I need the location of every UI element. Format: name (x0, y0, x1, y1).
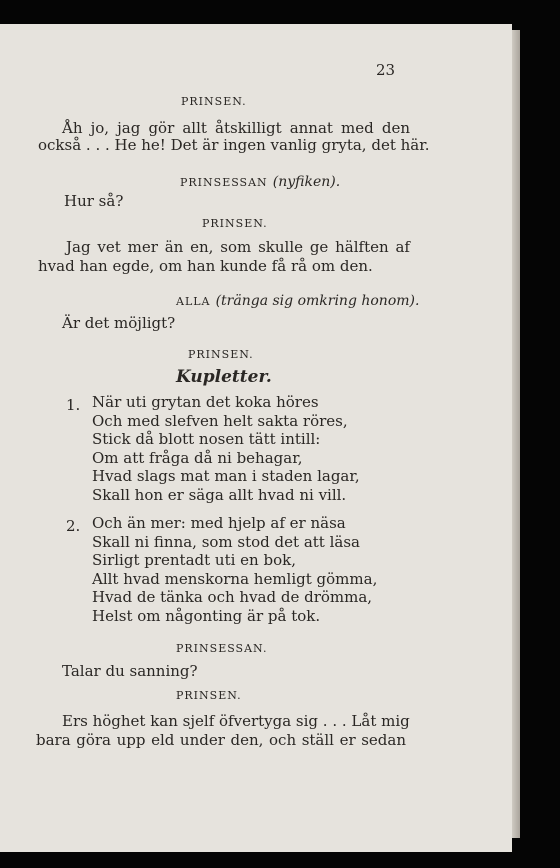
verse-line: Om att fråga då ni behagar, (92, 448, 303, 467)
stage-direction: (tränga sig omkring honom). (215, 293, 420, 309)
speaker-prinsen: PRINSEN. (181, 95, 247, 108)
book-page (0, 24, 512, 852)
page-number: 23 (376, 61, 396, 79)
speaker-prinsessan (180, 171, 340, 190)
verse-number: 1. (66, 396, 81, 414)
dialogue-line: också . . . He he! Det är ingen vanlig gryta, det här. (38, 136, 430, 154)
dialogue-line: Hur så? (64, 192, 124, 210)
verse-line: Stick då blott nosen tätt intill: (92, 430, 321, 449)
verse-line: Och med slefven helt sakta röres, (92, 411, 348, 430)
stage-direction: (nyfiken). (272, 174, 341, 190)
speaker-name: ALLA (176, 295, 211, 308)
verse-line: Skall hon er säga allt hvad ni vill. (92, 485, 347, 504)
speaker-prinsen: PRINSEN. (202, 217, 268, 230)
verse-2 (92, 514, 377, 626)
verse-line: Allt hvad menskorna hemligt gömma, (92, 569, 378, 588)
speaker-prinsen: PRINSEN. (188, 348, 254, 361)
dialogue-line: bara göra upp eld under den, och ställ er sedan (36, 731, 406, 749)
dialogue-line: hvad han egde, om han kunde få rå om den. (38, 257, 373, 275)
dialogue-line: Är det möjligt? (62, 314, 176, 332)
speaker-name: PRINSESSAN (180, 176, 268, 189)
verse-number: 2. (66, 517, 81, 535)
song-title: Kupletter. (176, 367, 272, 387)
speaker-prinsessan: PRINSESSAN. (176, 642, 268, 655)
verse-line: Och än mer: med hjelp af er näsa (92, 514, 346, 532)
page-edge (512, 30, 520, 838)
verse-line: Hvad de tänka och hvad de drömma, (92, 588, 373, 607)
verse-line: Sirligt prentadt uti en bok, (92, 551, 296, 570)
verse-line: Skall ni finna, som stod det att läsa (92, 532, 360, 551)
verse-1 (92, 393, 360, 505)
dialogue-line: Ers höghet kan sjelf öfvertyga sig . . . Låt mig (62, 712, 410, 730)
speaker-prinsen: PRINSEN. (176, 689, 242, 702)
dialogue-line: Åh jo, jag gör allt åtskilligt annat med den (62, 119, 410, 137)
verse-line: Hvad slags mat man i staden lagar, (92, 467, 360, 486)
speaker-alla (176, 290, 419, 309)
verse-line: Helst om någonting är på tok. (92, 606, 321, 625)
verse-line: När uti grytan det koka höres (92, 393, 319, 411)
dialogue-line: Talar du sanning? (62, 662, 198, 680)
dialogue-line: Jag vet mer än en, som skulle ge hälften af (66, 238, 410, 256)
